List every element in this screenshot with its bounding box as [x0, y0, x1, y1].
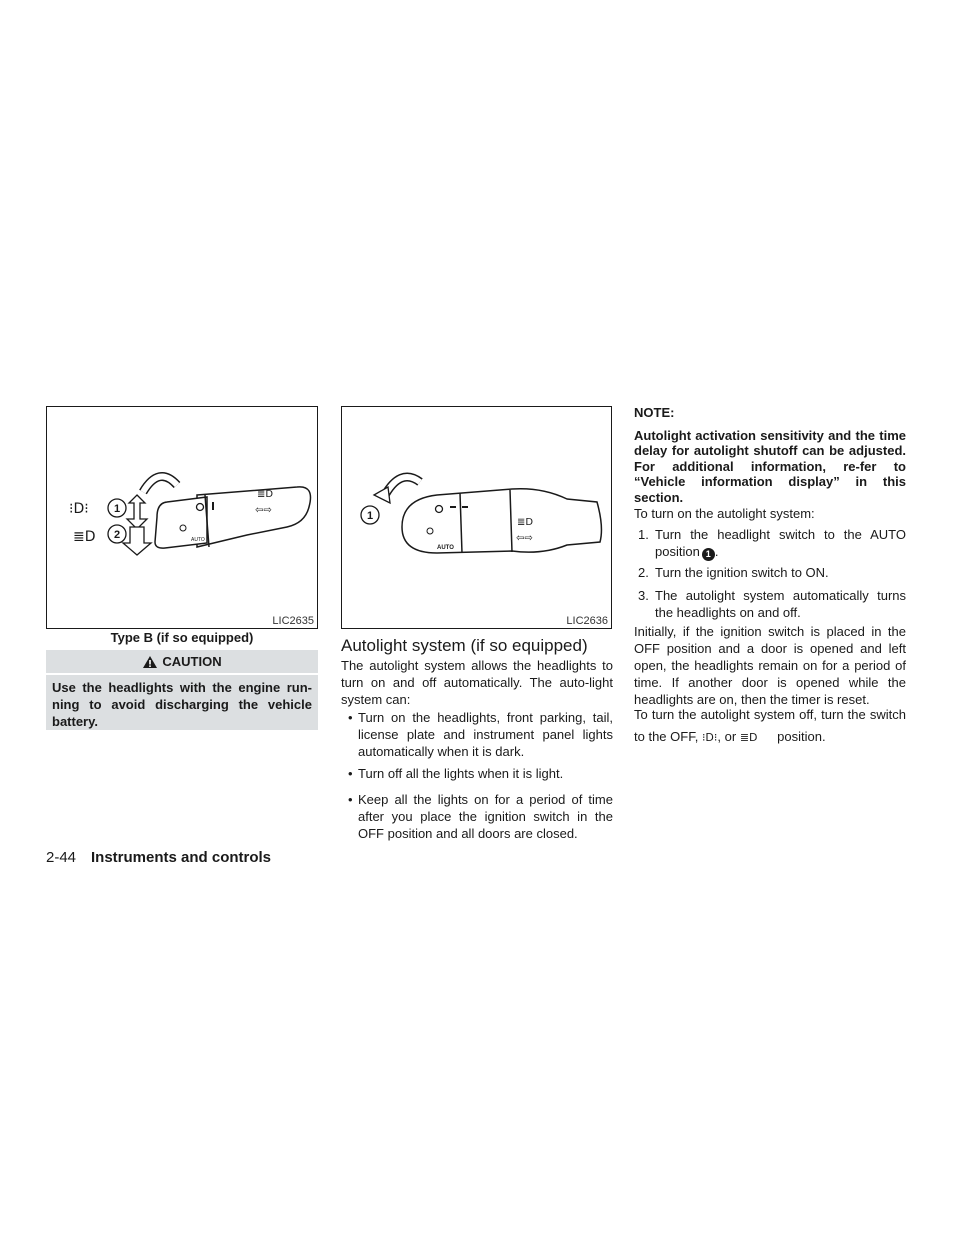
bullet-item: • Turn on the headlights, front parking, tail, license plate and instrument panel lights automatically when it is dark.	[348, 710, 613, 759]
svg-text:⇦⇨: ⇦⇨	[516, 533, 533, 544]
autolight-intro: The autolight system allows the headlights to turn on and off automatically. The auto-light system can:	[341, 658, 613, 707]
callout-1-right: 1	[366, 510, 374, 522]
caution-text: Use the headlights with the engine run-ning to avoid discharging the vehicle battery.	[46, 675, 318, 730]
bullet-item: • Keep all the lights on for a period of time after you place the ignition switch in the OFF position and all doors are closed.	[348, 792, 613, 841]
auto-label-right: AUTO	[437, 545, 454, 551]
svg-text:≣D: ≣D	[257, 489, 274, 500]
bullet-item: • Turn off all the lights when it is light.	[348, 766, 564, 781]
step-3: 3. The autolight system automatically turns the headlights on and off.	[638, 588, 906, 620]
page-number: 2-44	[46, 849, 77, 866]
auto-label-left: AUTO	[191, 537, 205, 543]
switch-illustration-left	[47, 407, 317, 628]
figure-caption-left: Type B (if so equipped)	[110, 630, 254, 645]
figure-code-left: LIC2635	[272, 615, 314, 627]
paragraph-initially: Initially, if the ignition switch is placed in the OFF position and a door is opened and left open, the headlights remain on for a period of time. If another door is opened while the headlights are on, then the timer is reset.	[634, 624, 906, 707]
svg-text:≣D: ≣D	[517, 517, 534, 528]
parking-lights-icon: ⁝D⁝	[701, 731, 718, 744]
callout-1-inline: 1	[702, 548, 715, 561]
svg-text:⇦⇨: ⇦⇨	[255, 505, 272, 516]
step-2: 2. Turn the ignition switch to ON.	[638, 565, 829, 580]
note-text: Autolight activation sensitivity and the time delay for autolight shutoff can be adjusted. For additional information, re-fer to “Vehicle information display” in this section.	[634, 428, 906, 505]
section-title: Instruments and controls	[91, 849, 272, 866]
steps-intro: To turn on the autolight system:	[634, 506, 815, 521]
caution-label: CAUTION	[162, 654, 222, 669]
paragraph-turn-off: To turn the autolight system off, turn the switch to the OFF, ⁝D⁝, or ≣D position.	[634, 707, 906, 744]
headlight-icon: ≣D	[739, 731, 758, 744]
figure-code-right: LIC2636	[566, 615, 608, 627]
warning-icon	[142, 655, 158, 669]
parking-lights-icon: ⁝D⁝	[69, 501, 89, 517]
callout-2-left: 2	[113, 529, 121, 541]
note-title: NOTE:	[634, 405, 675, 420]
callout-1-left: 1	[113, 503, 121, 515]
step-1: 1. Turn the headlight switch to the AUTO position 1 .	[638, 527, 906, 559]
headlight-icon: ≣D	[73, 529, 96, 545]
caution-header	[46, 650, 318, 675]
figure-autolight-switch	[341, 406, 612, 629]
figure-headlight-switch-type-b	[46, 406, 318, 629]
switch-illustration-right	[342, 407, 611, 628]
section-heading-autolight: Autolight system (if so equipped)	[341, 636, 588, 655]
